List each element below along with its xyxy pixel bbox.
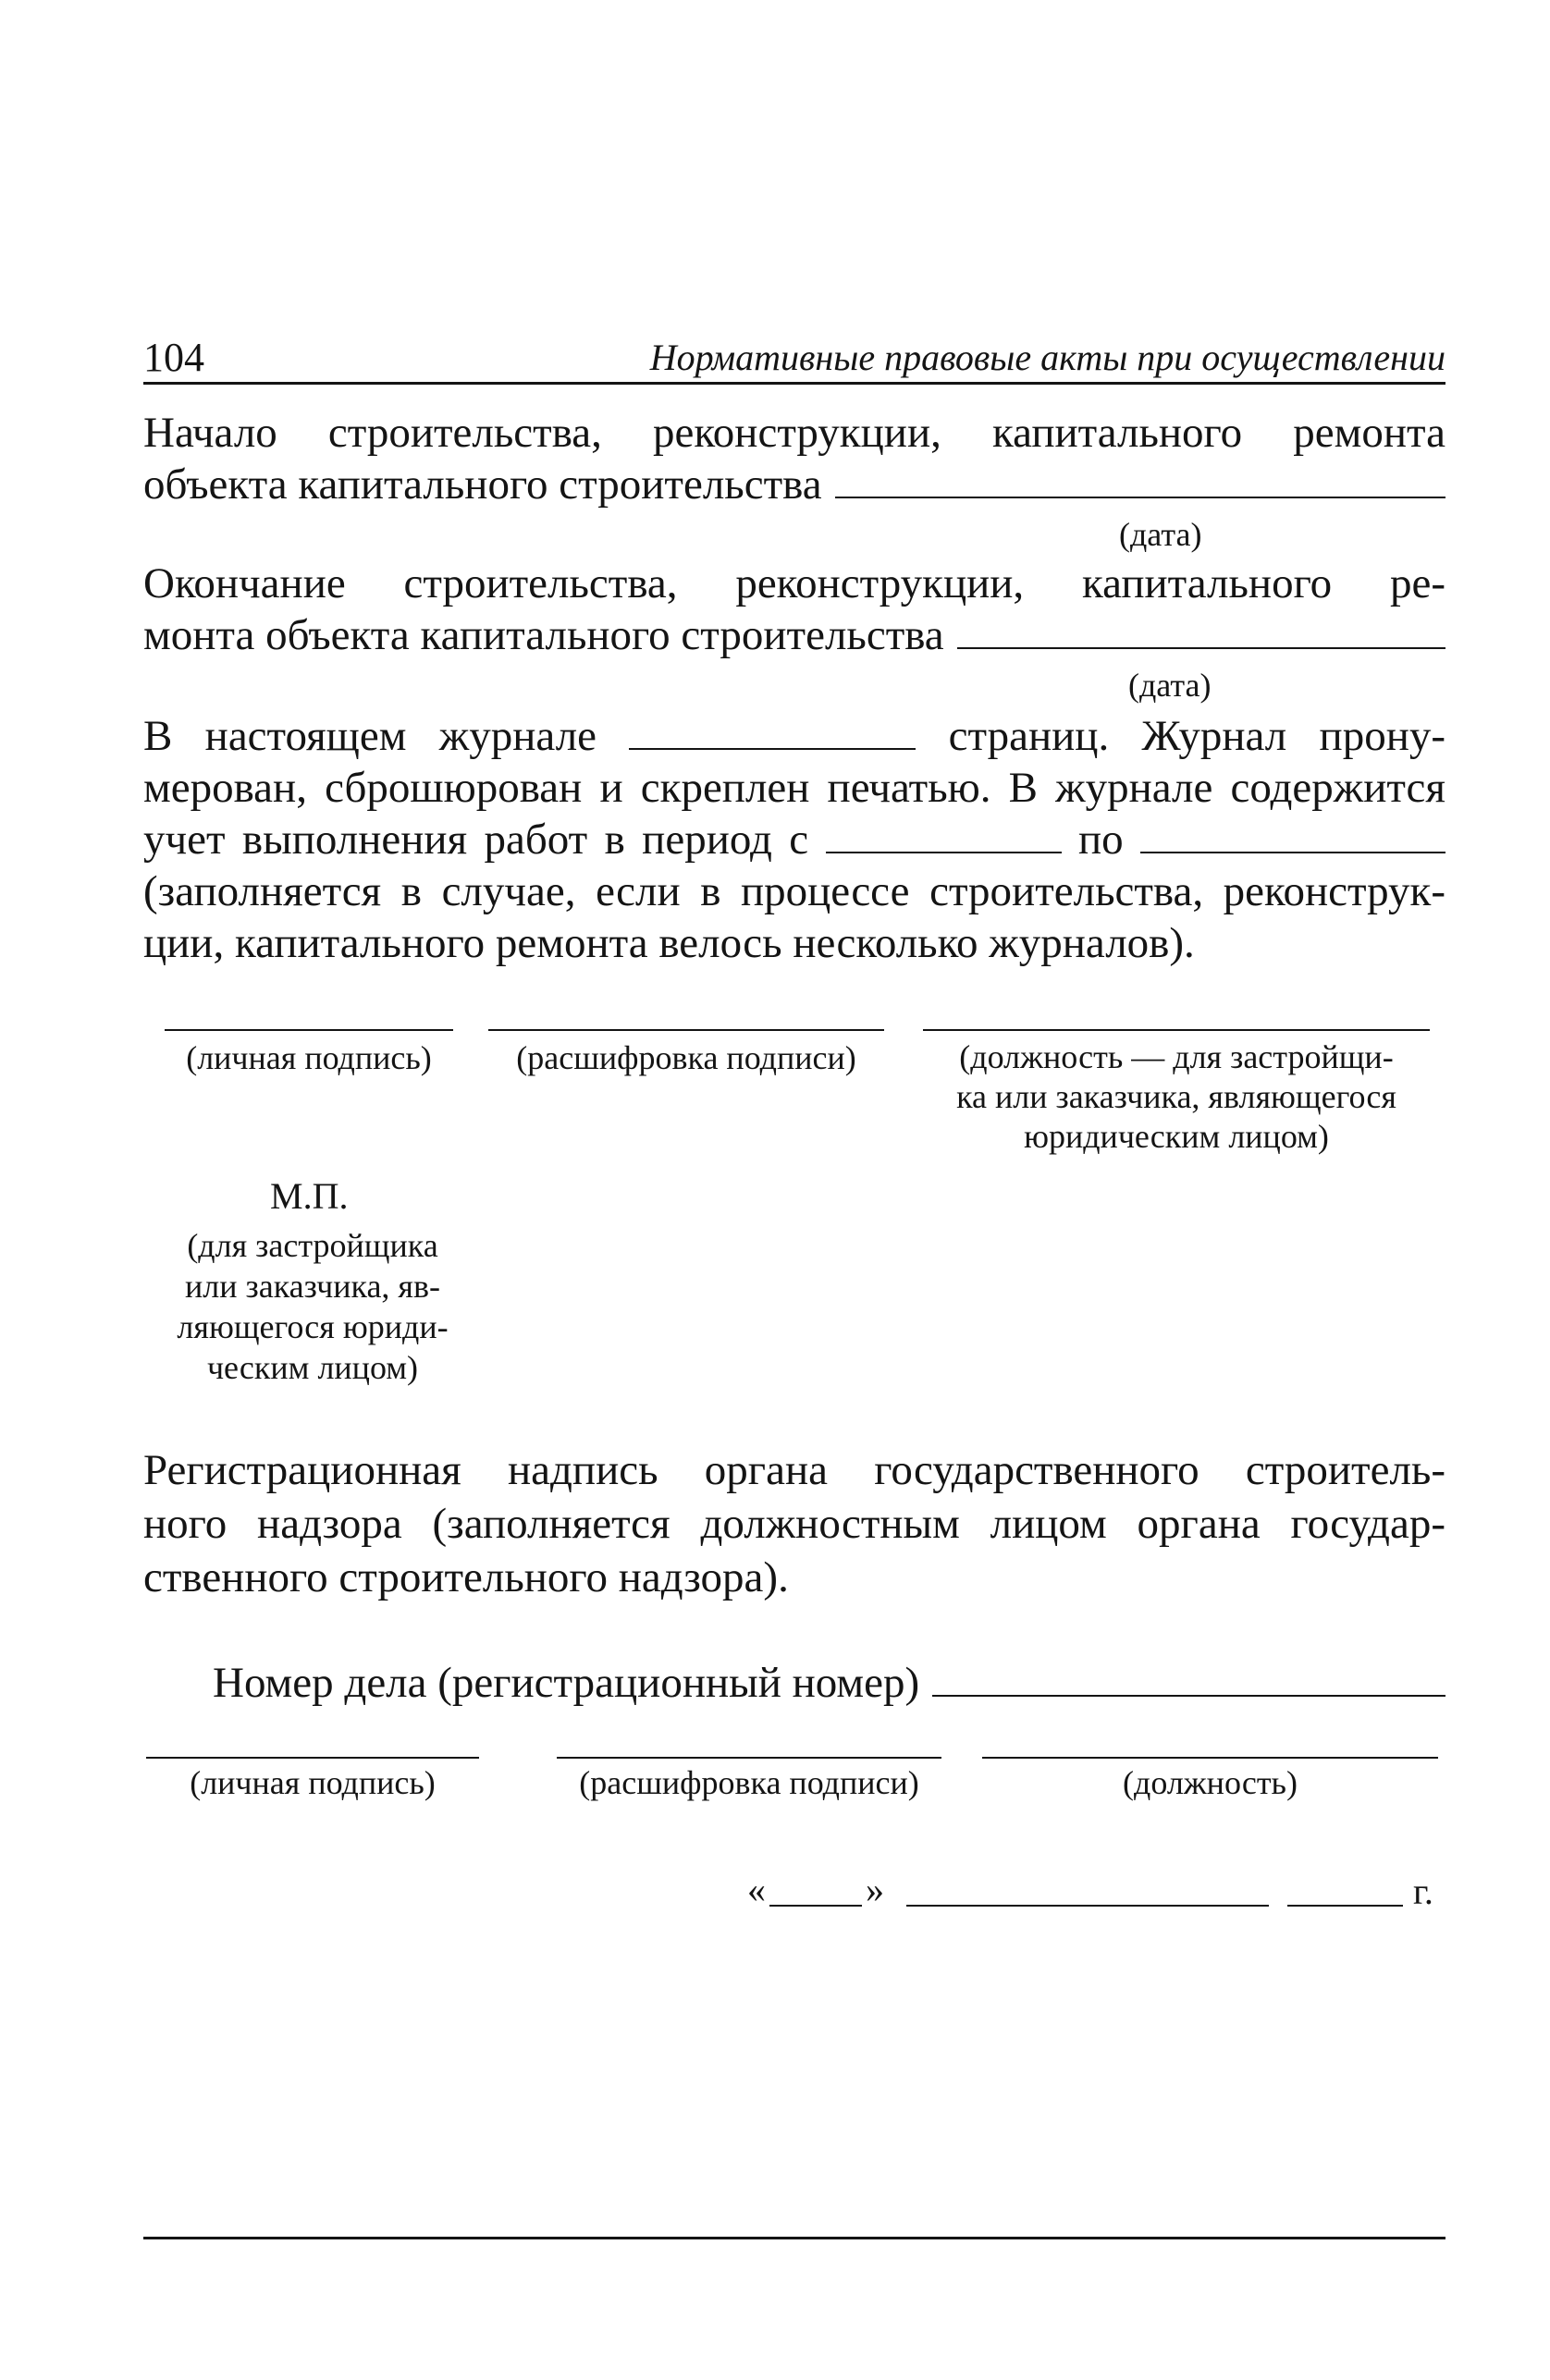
signature1-decoding-caption: (расшифровка подписи) bbox=[516, 1039, 856, 1076]
stamp-note-line-4: ческим лицом) bbox=[206, 1349, 419, 1386]
signature2-personal-line[interactable] bbox=[146, 1757, 479, 1759]
signature1-decoding-line[interactable] bbox=[488, 1029, 884, 1031]
signature2-personal-caption: (личная подпись) bbox=[190, 1764, 436, 1801]
period-from-blank[interactable] bbox=[826, 816, 1062, 853]
end-date-caption: (дата) bbox=[1128, 667, 1212, 704]
date-year-blank[interactable] bbox=[1287, 1905, 1403, 1907]
signature1-personal-line[interactable] bbox=[165, 1029, 453, 1031]
signature1-position-caption-line-2: ка или заказчика, являющегося bbox=[956, 1078, 1396, 1115]
case-number-blank[interactable] bbox=[932, 1660, 1445, 1697]
journal-line-4: (заполняется в случае, если в процессе строительства, реконструк- bbox=[143, 867, 1445, 915]
date-year-suffix: г. bbox=[1413, 1871, 1433, 1912]
stamp-note-line-1: (для застройщика bbox=[187, 1227, 438, 1264]
signature1-position-caption-line-1: (должность — для застройщи- bbox=[959, 1038, 1394, 1075]
pages-count-blank[interactable] bbox=[629, 713, 916, 750]
case-number-line bbox=[143, 1657, 1445, 1709]
page-number: 104 bbox=[143, 335, 204, 380]
signature2-position-caption: (должность) bbox=[1123, 1764, 1298, 1801]
journal-line-3-b: по bbox=[1077, 816, 1124, 864]
running-title: Нормативные правовые акты при осуществлении bbox=[649, 337, 1445, 378]
signature2-position-line[interactable] bbox=[982, 1757, 1438, 1759]
journal-line-5: ции, капитального ремонта велось несколько журналов). bbox=[143, 919, 1195, 967]
start-date-blank[interactable] bbox=[835, 461, 1445, 498]
stamp-note-line-2: или заказчика, яв- bbox=[185, 1268, 440, 1305]
stamp-note bbox=[155, 1225, 470, 1388]
period-to-blank[interactable] bbox=[1140, 816, 1445, 853]
journal-line-3-a: учет выполнения работ в период с bbox=[143, 816, 809, 864]
start-line-2 bbox=[143, 459, 1445, 510]
signature1-position-caption-line-3: юридическим лицом) bbox=[1024, 1118, 1329, 1155]
journal-line-3 bbox=[143, 814, 1445, 865]
journal-line-1 bbox=[143, 710, 1445, 762]
case-number-label: Номер дела (регистрационный номер) bbox=[213, 1659, 920, 1707]
start-line-1: Начало строительства, реконструкции, капитального ремонта bbox=[143, 409, 1445, 457]
signature1-position-line[interactable] bbox=[923, 1029, 1430, 1031]
date-open-quote: « bbox=[747, 1869, 766, 1910]
journal-line-2: мерован, сброшюрован и скреплен печатью. В журнале содержится bbox=[143, 764, 1445, 812]
signature1-personal-caption: (личная подпись) bbox=[186, 1039, 432, 1076]
date-close-quote: » bbox=[866, 1869, 884, 1910]
end-line-1: Окончание строительства, реконструкции, капитального ре- bbox=[143, 559, 1445, 607]
date-month-blank[interactable] bbox=[906, 1905, 1269, 1907]
running-header bbox=[143, 328, 1445, 385]
signature2-decoding-line[interactable] bbox=[557, 1757, 941, 1759]
registration-line-2: ного надзора (заполняется должностным лицом органа государ- bbox=[143, 1500, 1445, 1548]
end-line-2 bbox=[143, 609, 1445, 661]
end-date-blank[interactable] bbox=[957, 612, 1445, 649]
signature1-position-caption bbox=[923, 1037, 1430, 1157]
registration-line-3: ственного строительного надзора). bbox=[143, 1553, 789, 1601]
signature2-decoding-caption: (расшифровка подписи) bbox=[579, 1764, 919, 1801]
registration-line-1: Регистрационная надпись органа государственного строитель- bbox=[143, 1446, 1445, 1494]
start-line-2-text: объекта капитального строительства bbox=[143, 460, 822, 509]
date-day-blank[interactable] bbox=[769, 1905, 862, 1907]
journal-line-1-a: В настоящем журнале bbox=[143, 712, 597, 760]
start-date-caption: (дата) bbox=[1119, 516, 1202, 553]
end-line-2-text: монта объекта капитального строительства bbox=[143, 611, 944, 659]
stamp-label: М.П. bbox=[270, 1175, 349, 1217]
stamp-note-line-3: ляющегося юриди- bbox=[177, 1308, 449, 1345]
footer-rule bbox=[143, 2237, 1445, 2239]
journal-line-1-b: страниц. Журнал прону- bbox=[948, 712, 1446, 760]
